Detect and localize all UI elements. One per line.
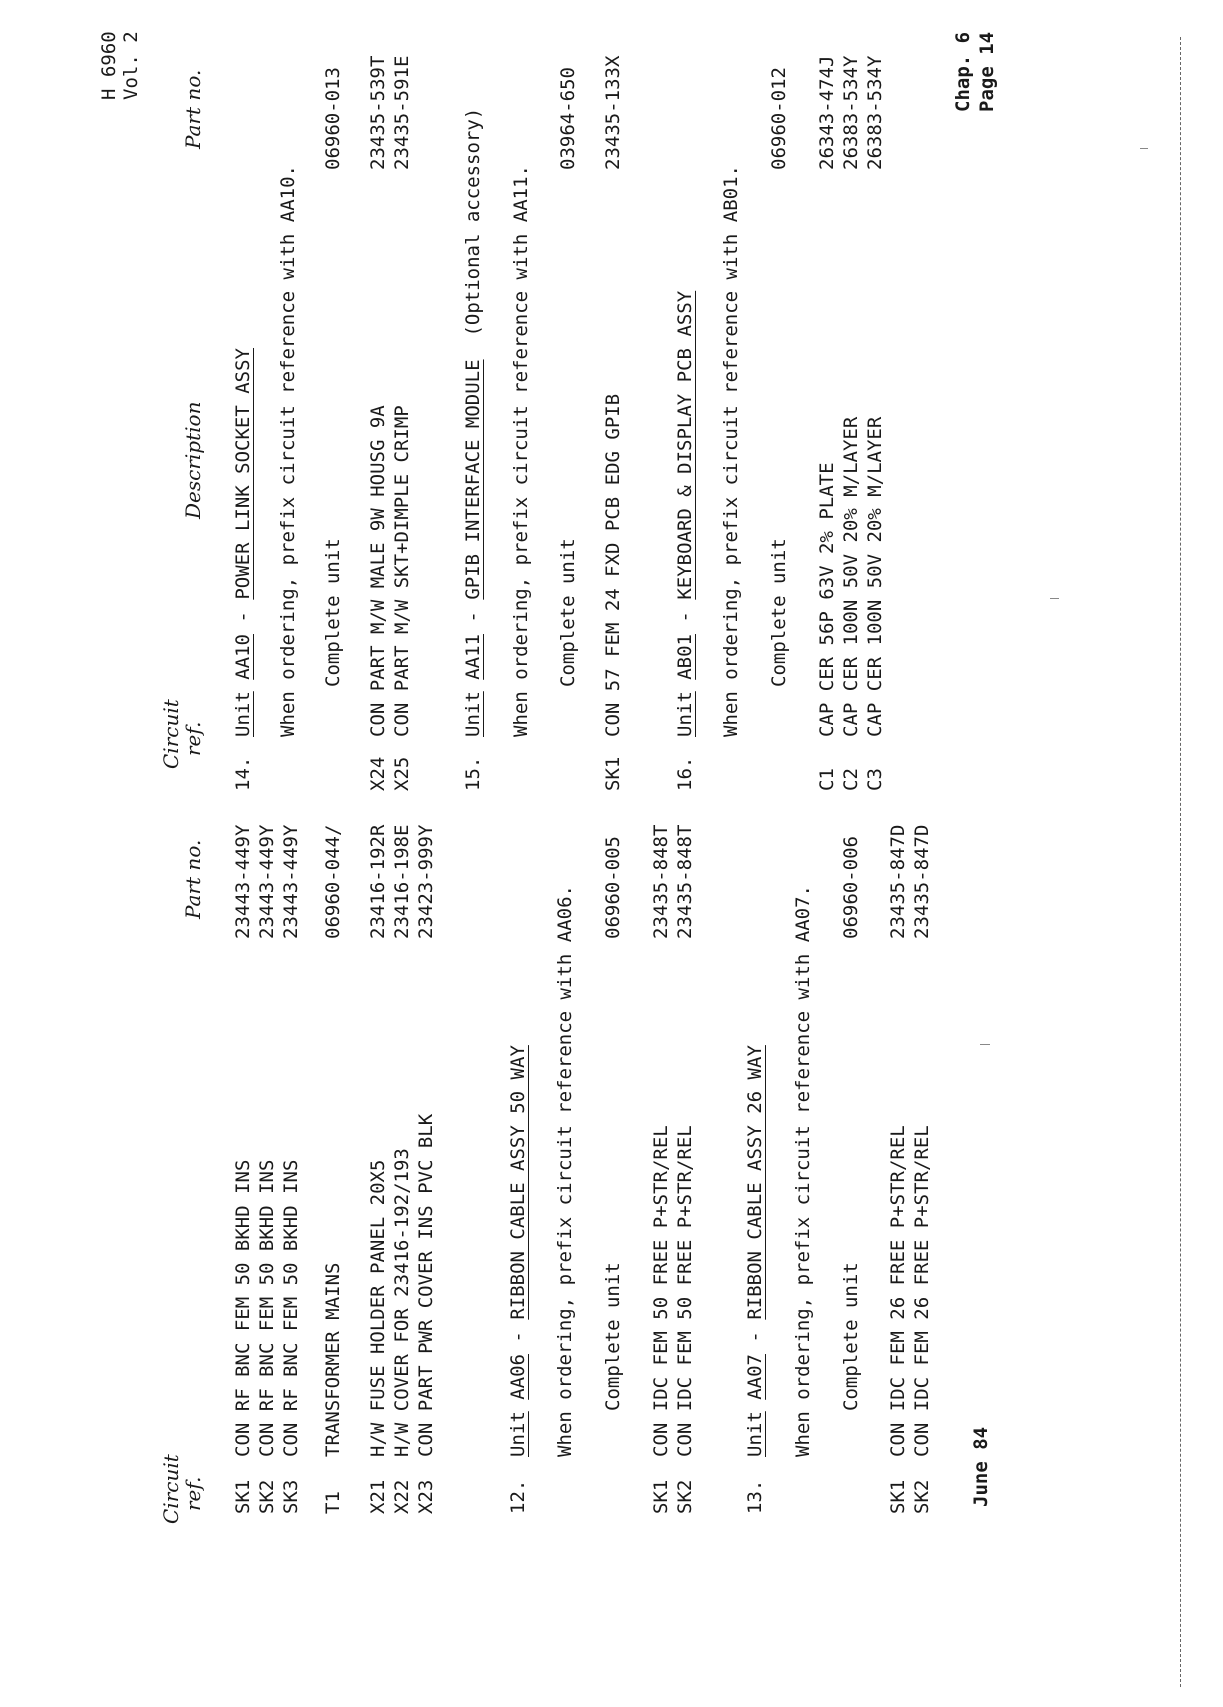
part-cell: 23443-449Y <box>232 824 254 939</box>
part-cell: 23443-449Y <box>256 824 278 939</box>
description-cell: CON RF BNC FEM 50 BKHD INS <box>256 1159 278 1457</box>
ref-cell: SK3 <box>280 1479 302 1514</box>
part-cell: 23435-133X <box>602 55 624 170</box>
complete-unit-label: Complete unit <box>768 538 790 687</box>
part-cell: 23435-847D <box>911 824 933 939</box>
section-number: 16. <box>674 756 696 791</box>
ordering-note: When ordering, prefix circuit reference with AB01. <box>720 165 742 737</box>
ref-cell: SK2 <box>256 1479 278 1514</box>
ref-cell: SK1 <box>887 1479 909 1514</box>
part-cell: 23435-848T <box>650 824 672 939</box>
unit-prefix: Unit <box>232 691 254 737</box>
ref-cell: SK1 <box>602 756 624 791</box>
scan-edge-line <box>1180 37 1181 1687</box>
ref-cell: C3 <box>864 768 886 791</box>
complete-unit-label: Complete unit <box>840 1262 862 1411</box>
ref-cell: C2 <box>840 768 862 791</box>
part-cell: 26383-534Y <box>840 55 862 170</box>
section-heading <box>230 348 256 737</box>
circuit-ref-header: Circuit <box>159 1454 183 1524</box>
circuit-ref-header-2: ref. <box>181 721 205 756</box>
heading-separator: - <box>744 1331 766 1343</box>
volume-number: Vol. 2 <box>120 31 142 100</box>
ref-cell: C1 <box>816 768 838 791</box>
part-cell: 23416-198E <box>391 824 413 939</box>
circuit-ref-header-2: ref. <box>181 1476 205 1511</box>
complete-unit-label: Complete unit <box>322 538 344 687</box>
unit-prefix: Unit <box>674 691 696 737</box>
scan-speck <box>980 1044 990 1045</box>
ref-cell: SK2 <box>674 1479 696 1514</box>
complete-unit-part: 06960-013 <box>322 67 344 170</box>
complete-unit-label: Complete unit <box>557 538 579 687</box>
unit-title: KEYBOARD & DISPLAY PCB ASSY <box>674 290 696 600</box>
unit-title: GPIB INTERFACE MODULE <box>462 359 484 600</box>
part-cell: 26383-534Y <box>864 55 886 170</box>
heading-separator: - <box>232 611 254 623</box>
ordering-note: When ordering, prefix circuit reference with AA06. <box>554 885 576 1457</box>
heading-separator: - <box>674 611 696 623</box>
section-number: 13. <box>744 1479 766 1514</box>
unit-title: POWER LINK SOCKET ASSY <box>232 347 254 600</box>
description-cell: H/W COVER FOR 23416-192/193 <box>391 1148 413 1457</box>
description-cell: TRANSFORMER MAINS <box>322 1262 344 1457</box>
part-cell: 23443-449Y <box>280 824 302 939</box>
part-cell: 23435-539T <box>367 55 389 170</box>
description-cell: CON IDC FEM 26 FREE P+STR/REL <box>887 1125 909 1457</box>
ref-cell: SK1 <box>232 1479 254 1514</box>
part-cell: 23435-848T <box>674 824 696 939</box>
unit-prefix: Unit <box>462 691 484 737</box>
unit-code: AA10 <box>232 634 254 680</box>
unit-title: RIBBON CABLE ASSY 50 WAY <box>507 1045 529 1320</box>
complete-unit-label: Complete unit <box>602 1262 624 1411</box>
description-cell: CON IDC FEM 26 FREE P+STR/REL <box>911 1125 933 1457</box>
part-no-header: Part no. <box>181 839 205 919</box>
heading-separator: - <box>462 611 484 623</box>
ref-cell: SK1 <box>650 1479 672 1514</box>
description-cell: CAP CER 56P 63V 2% PLATE <box>816 462 838 737</box>
unit-code: AA06 <box>507 1354 529 1400</box>
description-cell: CON PART PWR COVER INS PVC BLK <box>415 1113 437 1457</box>
section-heading <box>460 108 486 737</box>
complete-unit-part: 03964-650 <box>557 67 579 170</box>
section-number: 15. <box>462 756 484 791</box>
footer-page: Page 14 <box>976 31 998 112</box>
ref-cell: SK2 <box>911 1479 933 1514</box>
ref-cell: X24 <box>367 756 389 791</box>
description-cell: H/W FUSE HOLDER PANEL 20X5 <box>367 1159 389 1457</box>
ref-cell: X21 <box>367 1479 389 1514</box>
ref-cell: X22 <box>391 1479 413 1514</box>
description-cell: CON PART M/W MALE 9W HOUSG 9A <box>367 405 389 737</box>
unit-code: AA11 <box>462 634 484 680</box>
part-cell: 06960-044/ <box>322 824 344 939</box>
description-cell: CON 57 FEM 24 FXD PCB EDG GPIB <box>602 393 624 737</box>
document-number: H 6960 <box>98 31 120 100</box>
complete-unit-part: 06960-006 <box>840 836 862 939</box>
description-cell: CAP CER 100N 50V 20% M/LAYER <box>864 416 886 737</box>
description-cell: CAP CER 100N 50V 20% M/LAYER <box>840 416 862 737</box>
unit-note: (Optional accessory) <box>462 107 484 337</box>
description-cell: CON PART M/W SKT+DIMPLE CRIMP <box>391 405 413 737</box>
ordering-note: When ordering, prefix circuit reference with AA07. <box>792 885 814 1457</box>
description-cell: CON IDC FEM 50 FREE P+STR/REL <box>674 1125 696 1457</box>
scan-speck <box>1050 598 1059 599</box>
section-heading <box>742 1045 768 1457</box>
description-cell: CON IDC FEM 50 FREE P+STR/REL <box>650 1125 672 1457</box>
description-header: Description <box>181 401 205 519</box>
complete-unit-part: 06960-005 <box>602 836 624 939</box>
part-cell: 26343-474J <box>816 55 838 170</box>
complete-unit-part: 06960-012 <box>768 67 790 170</box>
footer-date: June 84 <box>970 1426 992 1507</box>
part-no-header: Part no. <box>181 69 205 149</box>
ordering-note: When ordering, prefix circuit reference with AA11. <box>510 165 532 737</box>
heading-separator: - <box>507 1331 529 1343</box>
part-cell: 23435-591E <box>391 55 413 170</box>
section-number: 14. <box>232 756 254 791</box>
section-number: 12. <box>507 1479 529 1514</box>
section-heading <box>672 291 698 737</box>
scan-speck <box>1140 148 1148 149</box>
ref-cell: X23 <box>415 1479 437 1514</box>
unit-code: AB01 <box>674 634 696 680</box>
unit-title: RIBBON CABLE ASSY 26 WAY <box>744 1045 766 1320</box>
footer-chapter: Chap. 6 <box>952 31 974 112</box>
part-cell: 23416-192R <box>367 824 389 939</box>
circuit-ref-header: Circuit <box>159 699 183 769</box>
description-cell: CON RF BNC FEM 50 BKHD INS <box>232 1159 254 1457</box>
ref-cell: X25 <box>391 756 413 791</box>
ordering-note: When ordering, prefix circuit reference with AA10. <box>277 165 299 737</box>
unit-code: AA07 <box>744 1354 766 1400</box>
part-cell: 23435-847D <box>887 824 909 939</box>
unit-prefix: Unit <box>744 1411 766 1457</box>
part-cell: 23423-999Y <box>415 824 437 939</box>
ref-cell: T1 <box>322 1491 344 1514</box>
unit-prefix: Unit <box>507 1411 529 1457</box>
description-cell: CON RF BNC FEM 50 BKHD INS <box>280 1159 302 1457</box>
section-heading <box>505 1045 531 1457</box>
